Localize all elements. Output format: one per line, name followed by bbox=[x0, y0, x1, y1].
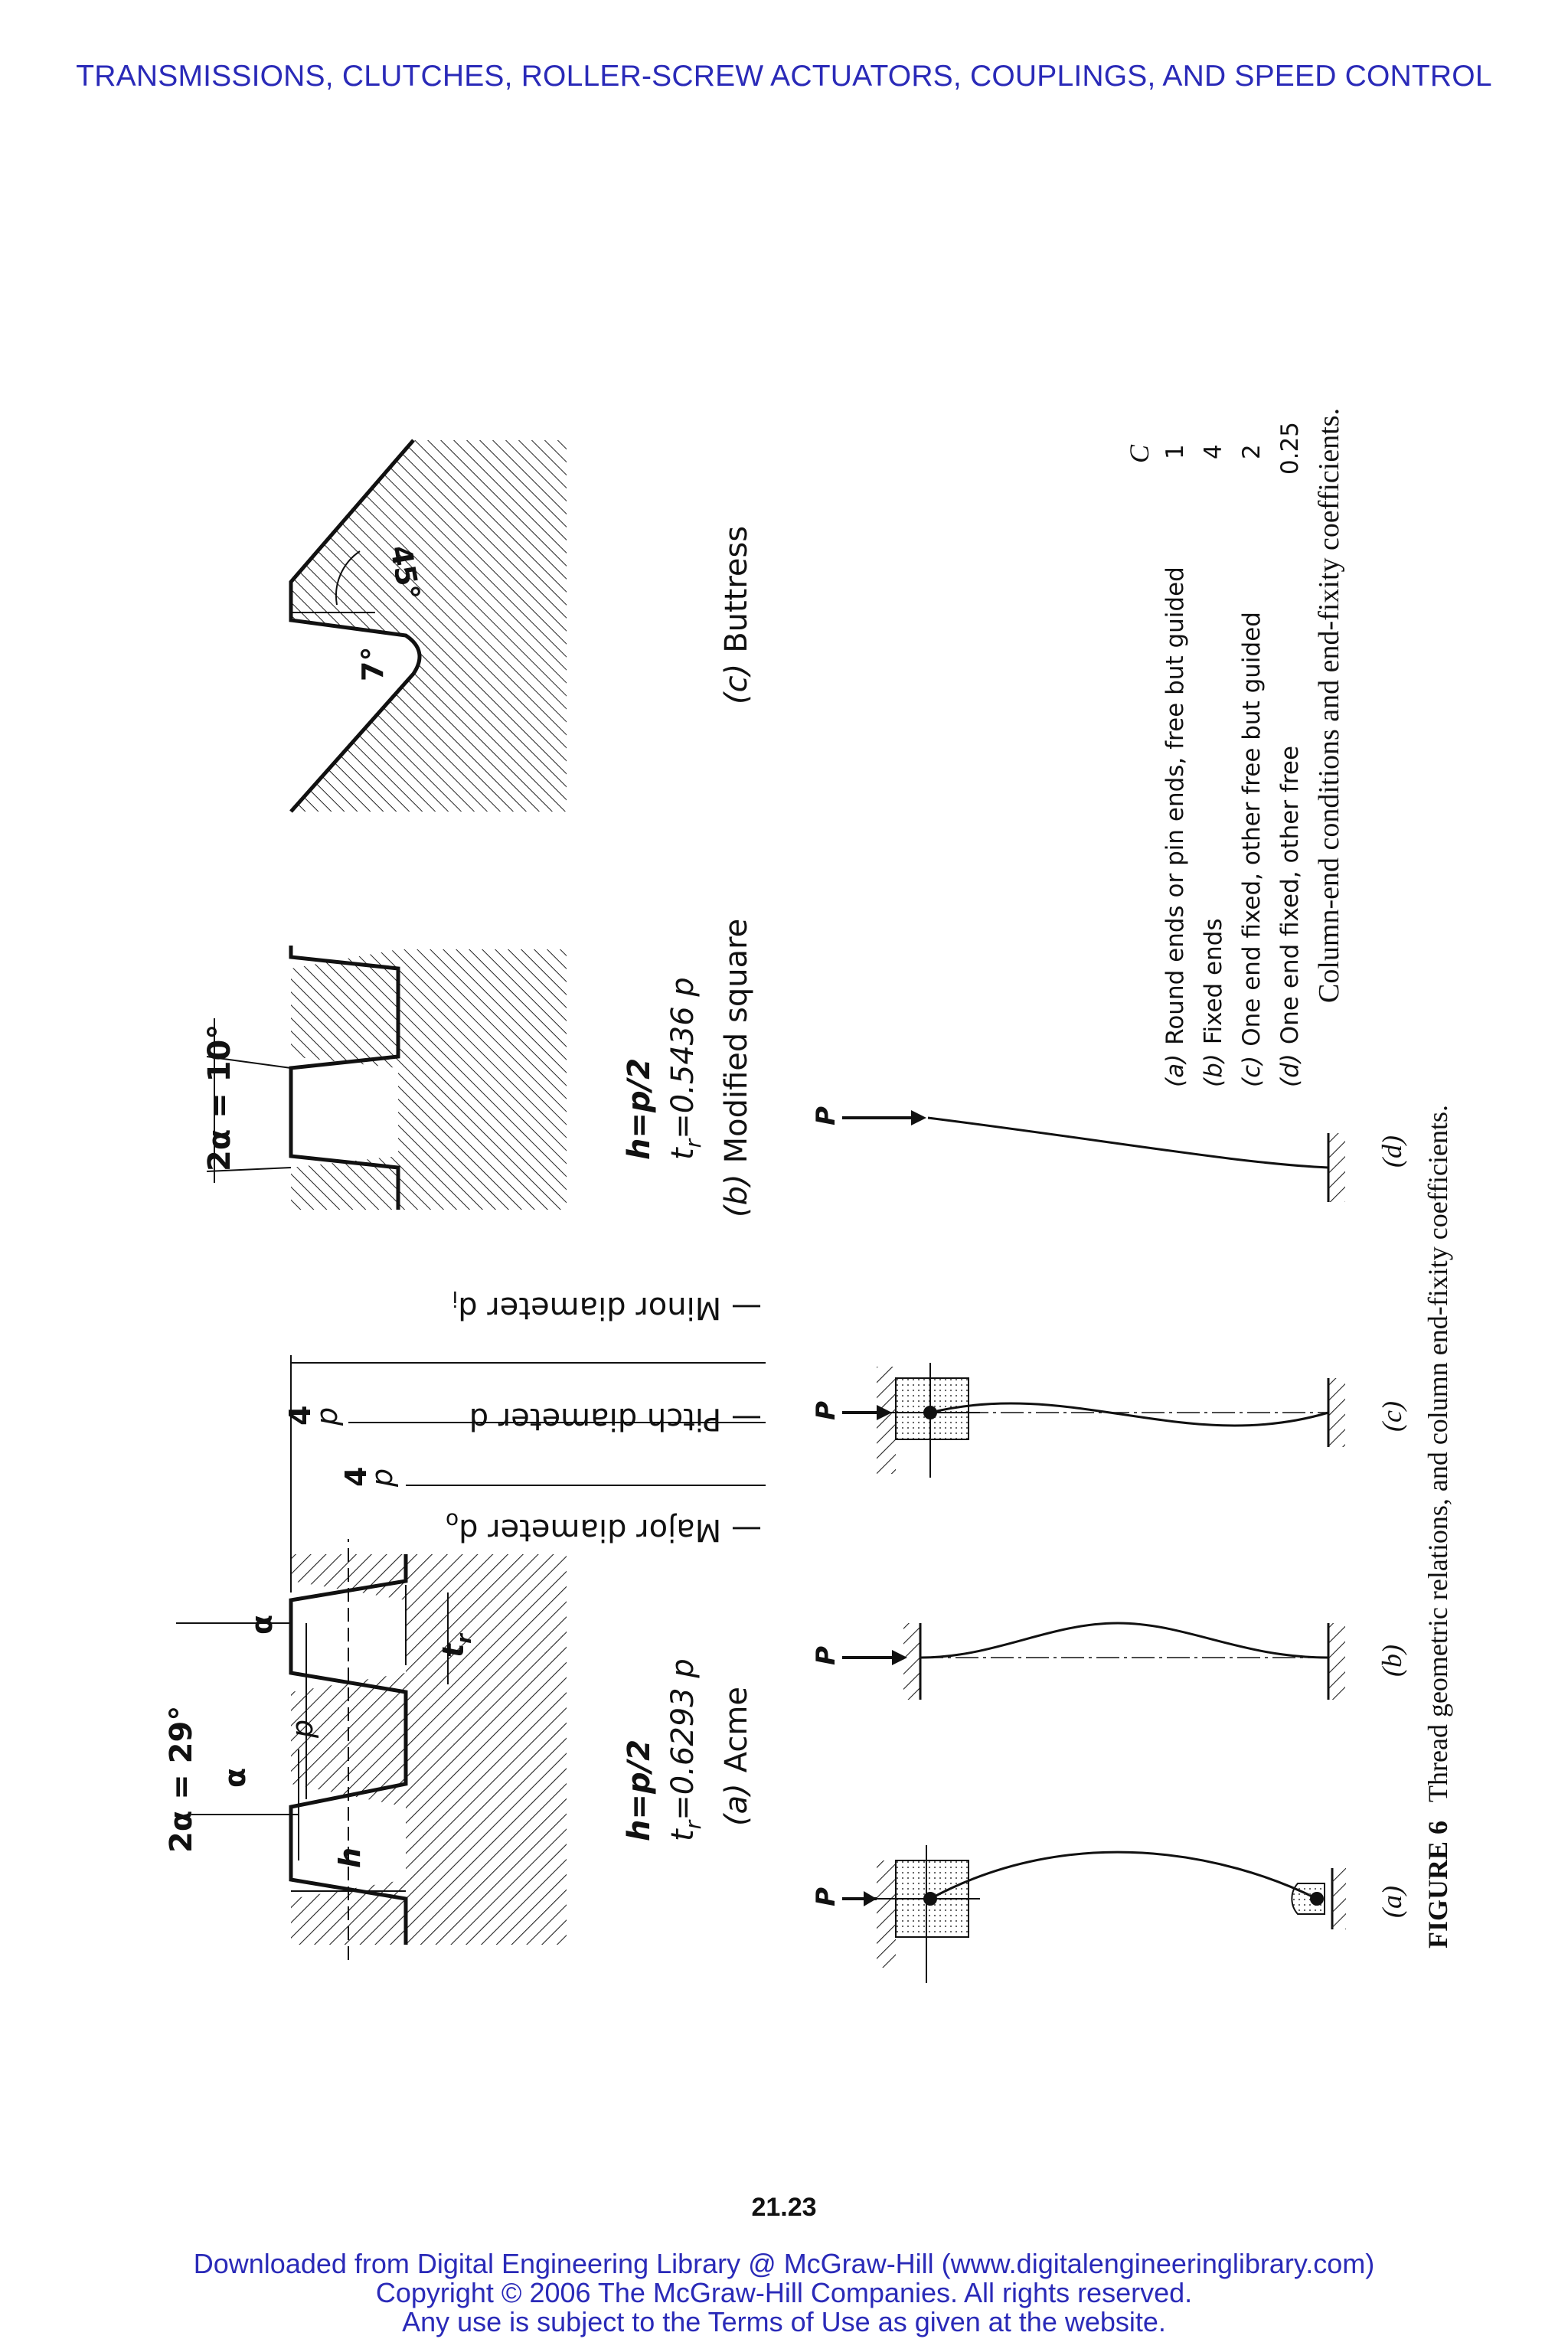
footer-line-2: Copyright © 2006 The McGraw-Hill Companies. All rights reserved. bbox=[375, 2277, 1193, 2308]
columns-subcaption: Column-end conditions and end-fixity coefficients. bbox=[1313, 407, 1345, 1003]
column-a bbox=[842, 1845, 1346, 1983]
column-b-load-label: P bbox=[811, 1646, 841, 1665]
major-diameter-label: — Major diameter $d_o$ bbox=[445, 1508, 762, 1547]
modified-square-caption: (b)Modified square bbox=[719, 918, 754, 1217]
column-c bbox=[842, 1363, 1345, 1478]
page-number: 21.23 bbox=[751, 2193, 817, 2222]
footer bbox=[0, 2249, 1568, 2337]
column-a-letter: (a) bbox=[1377, 1886, 1407, 1918]
acme-formula-tr: $t_r=0.6293$ p bbox=[665, 1658, 706, 1841]
condition-a: (a)Round ends or pin ends, free but guided bbox=[1161, 567, 1189, 1087]
column-d-letter: (d) bbox=[1377, 1135, 1407, 1168]
table-header-c: C bbox=[1124, 444, 1155, 463]
pitch-diameter-label: — Pitch diameter d bbox=[469, 1401, 762, 1436]
footer-line-3: Any use is subject to the Terms of Use as given at the website. bbox=[402, 2306, 1166, 2337]
column-d-load-label: P bbox=[811, 1106, 841, 1125]
condition-d: (d)One end fixed, other free bbox=[1276, 745, 1304, 1087]
modified-square-formula-tr: $t_r=0.5436$ p bbox=[665, 977, 706, 1160]
acme-angle-label: 2α = 29° bbox=[164, 1705, 199, 1853]
condition-d-value: 0.25 bbox=[1276, 421, 1304, 475]
buttress-angle-7: 7° bbox=[356, 646, 390, 681]
column-b-letter: (b) bbox=[1377, 1645, 1407, 1677]
acme-fraction-labels bbox=[283, 1406, 399, 1488]
condition-b: (b)Fixed ends bbox=[1200, 918, 1227, 1087]
column-c-load-label: P bbox=[811, 1401, 841, 1420]
frac-p-1: p bbox=[310, 1406, 344, 1426]
running-header: TRANSMISSIONS, CLUTCHES, ROLLER-SCREW ACTUATORS, COUPLINGS, AND SPEED CONTROL bbox=[76, 60, 1492, 93]
minor-diameter-label: — Minor diameter $d_i$ bbox=[452, 1286, 762, 1325]
acme-alpha-right: α bbox=[245, 1614, 279, 1635]
conditions-table bbox=[1124, 422, 1304, 1087]
condition-c: (c)One end fixed, other free but guided bbox=[1238, 612, 1266, 1087]
acme-pitch-label: p bbox=[286, 1719, 319, 1738]
column-c-letter: (c) bbox=[1377, 1401, 1407, 1432]
frac-4-1: 4 bbox=[283, 1405, 317, 1426]
figure-caption: FIGURE 6Thread geometric relations, and column end-fixity coefficients. bbox=[1423, 1104, 1453, 1949]
column-a-load-label: P bbox=[811, 1887, 841, 1906]
modified-square-thread bbox=[207, 946, 567, 1210]
footer-line-1: Downloaded from Digital Engineering Library @ McGraw-Hill (www.digitalengineeringlibrary.com) bbox=[193, 2248, 1375, 2279]
acme-thread bbox=[176, 1355, 766, 1960]
buttress-caption: (c)Buttress bbox=[719, 525, 754, 704]
modified-square-formula-h: h=p/2 bbox=[622, 1057, 657, 1160]
condition-a-value: 1 bbox=[1161, 444, 1189, 459]
acme-height-label: h bbox=[333, 1847, 367, 1868]
acme-formula-h: h=p/2 bbox=[622, 1739, 657, 1841]
buttress-thread bbox=[291, 440, 567, 812]
frac-p-2: p bbox=[365, 1468, 399, 1487]
acme-caption: (a)Acme bbox=[719, 1687, 754, 1826]
frac-4-2: 4 bbox=[339, 1466, 373, 1487]
acme-alpha-left: α bbox=[218, 1767, 252, 1788]
condition-c-value: 2 bbox=[1238, 444, 1266, 459]
column-d bbox=[842, 1110, 1345, 1202]
buttress-angle-45: 45° bbox=[384, 542, 426, 603]
column-b bbox=[842, 1623, 1345, 1700]
modified-square-angle-label: 2α = 10° bbox=[202, 1024, 237, 1171]
condition-b-value: 4 bbox=[1200, 444, 1227, 459]
acme-tr-label: $t_r$ bbox=[436, 1634, 476, 1658]
modified-square-body bbox=[291, 949, 567, 1210]
